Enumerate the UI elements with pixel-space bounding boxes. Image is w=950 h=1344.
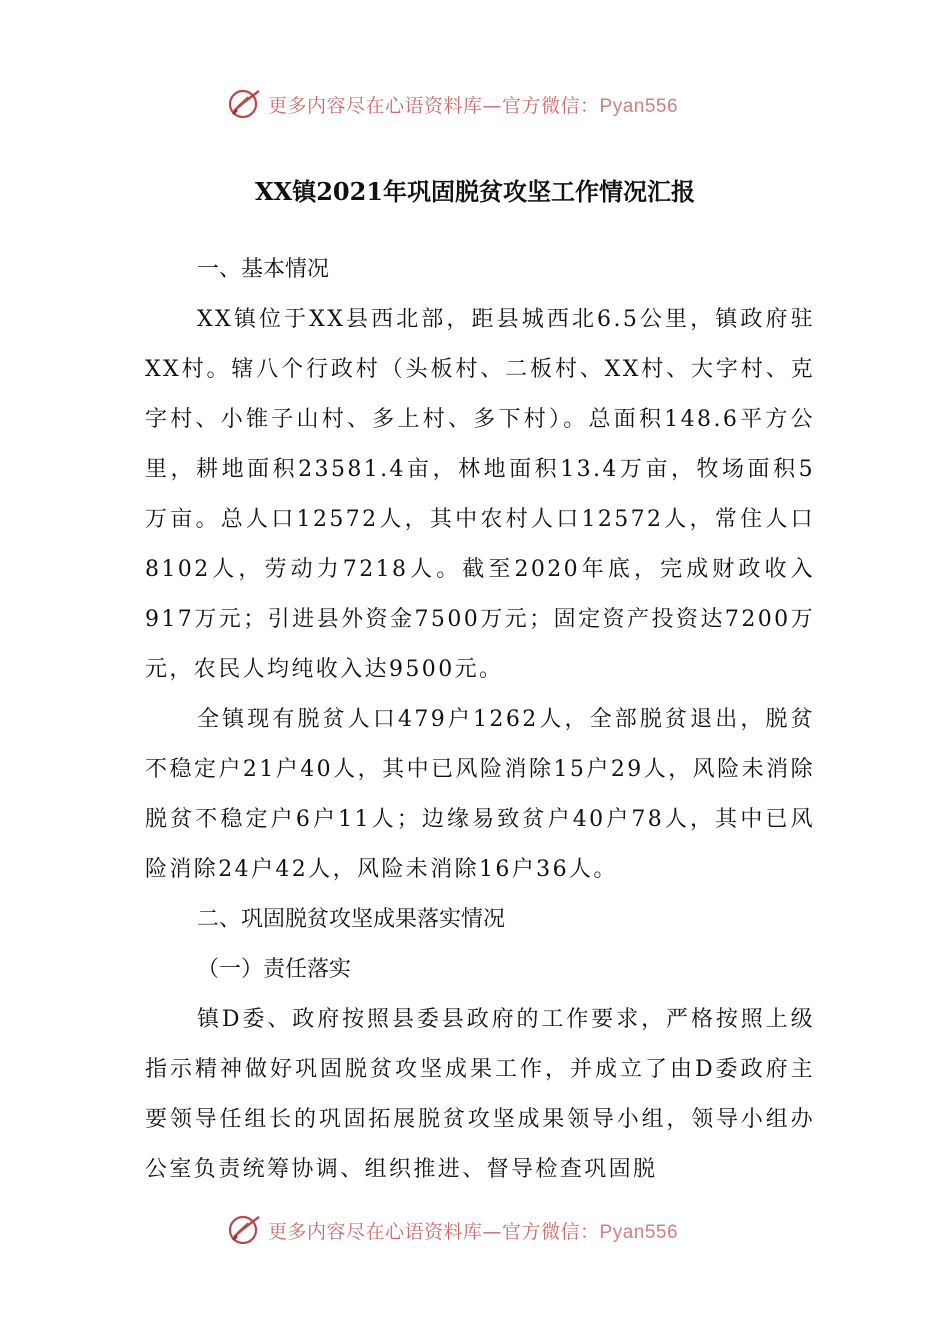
paragraph: 镇D委、政府按照县委县政府的工作要求，严格按照上级指示精神做好巩固脱贫攻坚成果工作，并成立了由D委政府主要领导任组长的巩固拓展脱贫攻坚成果领导小组，领导小组办公室负责统筹协调、组织推进、督导检查巩固脱 <box>145 1007 815 1182</box>
paragraph: XX镇位于XX县西北部，距县城西北6.5公里，镇政府驻XX村。辖八个行政村（头板村、二板村、XX村、大字村、克字村、小锥子山村、多上村、多下村）。总面积148.6平方公里，耕地面积23581.4亩，林地面积13.4万亩，牧场面积5万亩。总人口12572人，其中农村人口12572人，常住人口8102人，劳动力7218人。截至2020年底，完成财政收入917万元；引进县外资金7500万元；固定资产投资达7200万元，农民人均纯收入达9500元。 <box>145 307 815 682</box>
wechat-id: Pyan556 <box>599 1221 679 1243</box>
pen-logo-icon <box>228 1213 262 1247</box>
section2-heading: 二、巩固脱贫攻坚成果落实情况 <box>197 907 506 932</box>
paragraph: 全镇现有脱贫人口479户1262人，全部脱贫退出，脱贫不稳定户21户40人，其中已风险消除15户29人，风险未消除脱贫不稳定户6户11人；边缘易致贫户40户78人，其中已风险消除24户42人，风险未消除16户36人。 <box>145 707 815 882</box>
watermark-text: 更多内容尽在心语资料库—官方微信：Pyan556 <box>268 1220 679 1243</box>
watermark-footer <box>228 1212 678 1248</box>
document-body <box>145 245 815 1195</box>
section2-subheading: （一）责任落实 <box>197 957 352 982</box>
pen-logo-icon <box>228 87 262 121</box>
wechat-id: Pyan556 <box>599 95 679 117</box>
section1-heading: 一、基本情况 <box>197 257 330 282</box>
watermark-header <box>228 86 678 122</box>
watermark-text: 更多内容尽在心语资料库—官方微信：Pyan556 <box>268 94 679 117</box>
document-title: XX镇2021年巩固脱贫攻坚工作情况汇报 <box>254 177 696 206</box>
